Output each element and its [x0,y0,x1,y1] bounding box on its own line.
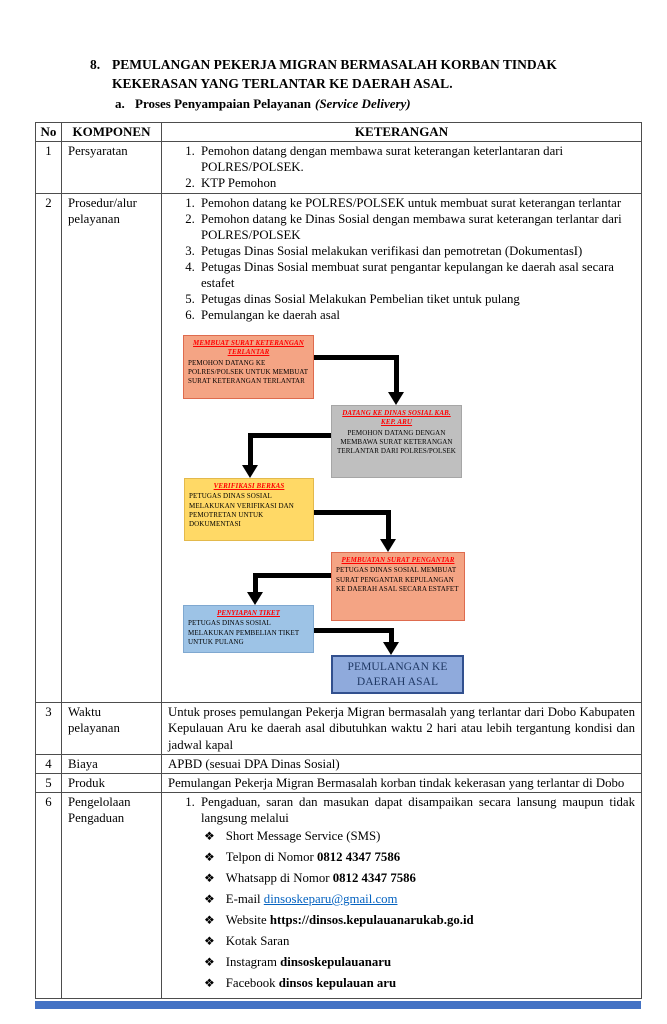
komponen-cell: Waktu pelayanan [62,703,162,754]
table-row-pengaduan [36,792,642,998]
footer-accent-bar [35,1001,641,1009]
channel-label: Website [225,913,270,928]
row-number: 3 [36,703,62,754]
komponen-cell: Pengelolaan Pengaduan [62,792,162,998]
flow-arrow-5-vseg [389,628,394,643]
email-link[interactable]: dinsoskeparu@gmail.com [263,892,398,907]
komponen-cell: Produk [62,773,162,792]
table-row-waktu [36,703,642,754]
table-row-produk [36,773,642,792]
flow-arrow-2-hseg [248,433,331,438]
pengaduan-intro: 1. Pengaduan, saran dan masukan dapat disampaikan secara lansung maupun tidak langsung melalui [198,794,635,826]
channel-value: 0812 4347 7586 [316,850,401,865]
channel-item [204,850,635,866]
flow-box-body: PETUGAS DINAS SOSIAL MELAKUKAN VERIFIKASI DAN PEMOTRETAN UNTUK DOKUMENTASI [189,492,294,529]
komponen-cell: Persyaratan [62,142,162,193]
flow-box-datang-ke-dinas-sosial [331,405,462,478]
channel-label: Kotak Saran [225,934,290,949]
service-table [35,122,642,999]
list-item: 3. Petugas Dinas Sosial melakukan verifikasi dan pemotretan (DokumentasI) [198,243,635,259]
flow-box-pemulangan-ke-daerah-asal [331,655,464,694]
komponen-cell: Prosedur/alur pelayanan [62,193,162,703]
flow-box-body: PETUGAS DINAS SOSIAL MEMBUAT SURAT PENGANTAR KEPULANGAN KE DAERAH ASAL SECARA ESTAFET [336,566,459,593]
channel-item [204,934,635,950]
heading-number: 8. [90,57,101,72]
keterangan-cell [162,142,642,193]
flow-box-membuat-surat-keterangan [183,335,314,399]
header-no: No [36,122,62,141]
flow-arrow-4-head-icon [247,592,263,605]
row-number: 4 [36,754,62,773]
list-item: 4. Petugas Dinas Sosial membuat surat pengantar kepulangan ke daerah asal secara estafet [198,259,635,291]
flow-box-title: MEMBUAT SURAT KETERANGAN TERLANTAR [193,339,304,357]
diamond-bullet-icon: ❖ [204,934,215,949]
flow-box-title: DATANG KE DINAS SOSIAL KAB. KEP. ARU [342,409,451,427]
row-number: 6 [36,792,62,998]
diamond-bullet-icon: ❖ [204,892,215,907]
diamond-bullet-icon: ❖ [204,871,215,886]
flow-box-verifikasi-berkas [184,478,314,541]
table-row-persyaratan [36,142,642,193]
channel-label: Short Message Service (SMS) [225,829,381,844]
document-heading [90,56,647,93]
list-item: 6. Pemulangan ke daerah asal [198,307,635,323]
table-row-prosedur [36,193,642,703]
list-item: 1. Pemohon datang dengan membawa surat keterangan keterlantaran dari POLRES/POLSEK. [198,143,635,175]
row-number: 1 [36,142,62,193]
flow-box-body: PEMULANGAN KE DAERAH ASAL [347,661,448,689]
flow-box-body: PEMOHON DATANG KE POLRES/POLSEK UNTUK MEMBUAT SURAT KETERANGAN TERLANTAR [188,358,309,386]
channel-label: Facebook [225,976,279,991]
pengaduan-intro-list [168,794,635,826]
channel-value: dinsos kepulauan aru [278,976,397,991]
keterangan-cell: Untuk proses pemulangan Pekerja Migran bermasalah yang terlantar dari Dobo Kabupaten Kepulauan Aru ke daerah asal dibutuhkan waktu 2 hari atau lebih tergantung kondisi dan jadwal kapal [162,703,642,754]
flow-arrow-4-hseg [253,573,331,578]
channel-item [204,913,635,929]
flow-arrow-4-vseg [253,573,258,593]
keterangan-cell [162,792,642,998]
keterangan-cell: APBD (sesuai DPA Dinas Sosial) [162,754,642,773]
flow-box-title: PEMBUATAN SURAT PENGANTAR [341,556,455,565]
diamond-bullet-icon: ❖ [204,850,215,865]
subheading-italic: (Service Delivery) [315,96,411,112]
prosedur-list [168,195,635,324]
channel-item [204,976,635,992]
flow-box-title: PENYIAPAN TIKET [216,609,280,618]
header-keterangan: KETERANGAN [162,122,642,141]
document-subheading [115,95,647,113]
table-header-row [36,122,642,141]
persyaratan-list [168,143,635,191]
list-item: 5. Petugas dinas Sosial Melakukan Pembelian tiket untuk pulang [198,291,635,307]
flow-box-pembuatan-surat-pengantar [331,552,465,621]
flow-box-penyiapan-tiket [183,605,314,653]
channel-item [204,892,635,908]
service-flowchart [168,327,635,699]
channel-label: Instagram [225,955,281,970]
subheading-letter: a. [115,96,125,112]
flow-box-body: PETUGAS DINAS SOSIAL MELAKUKAN PEMBELIAN TIKET UNTUK PULANG [188,619,300,646]
flow-arrow-1-vseg [394,355,399,393]
keterangan-cell: Pemulangan Pekerja Migran Bermasalah korban tindak kekerasan yang terlantar di Dobo [162,773,642,792]
channel-label: Telpon di Nomor [225,850,317,865]
flow-arrow-5-hseg [314,628,394,633]
channel-item [204,829,635,845]
komponen-cell: Biaya [62,754,162,773]
row-number: 2 [36,193,62,703]
keterangan-cell [162,193,642,703]
flow-arrow-3-head-icon [380,539,396,552]
diamond-bullet-icon: ❖ [204,976,215,991]
channel-value: 0812 4347 7586 [332,871,416,886]
diamond-bullet-icon: ❖ [204,955,215,970]
flow-arrow-3-vseg [386,510,391,540]
pengaduan-channel-list [168,829,635,992]
flow-arrow-2-vseg [248,433,253,466]
channel-value: dinsoskepulauanaru [280,955,392,970]
flow-arrow-1-hseg [314,355,399,360]
diamond-bullet-icon: ❖ [204,829,215,844]
list-item: 1. Pemohon datang ke POLRES/POLSEK untuk membuat surat keterangan terlantar [198,195,635,211]
list-item: 2. KTP Pemohon [198,175,635,191]
header-komponen: KOMPONEN [62,122,162,141]
channel-label: E-mail [225,892,264,907]
flow-box-title: VERIFIKASI BERKAS [213,482,285,491]
channel-item [204,871,635,887]
subheading-text: Proses Penyampaian Pelayanan [135,96,311,112]
channel-value: https://dinsos.kepulauanarukab.go.id [269,913,474,928]
flow-arrow-2-head-icon [242,465,258,478]
flow-arrow-5-head-icon [383,642,399,655]
list-item: 2. Pemohon datang ke Dinas Sosial dengan membawa surat keterangan terlantar dari POLRES/POLSEK [198,211,635,243]
table-row-biaya [36,754,642,773]
heading-text: PEMULANGAN PEKERJA MIGRAN BERMASALAH KORBAN TINDAK KEKERASAN YANG TERLANTAR KE DAERAH ASAL. [112,57,557,91]
flow-box-body: PEMOHON DATANG DENGAN MEMBAWA SURAT KETERANGAN TERLANTAR DARI POLRES/POLSEK [337,428,456,456]
flow-arrow-3-hseg [314,510,391,515]
flow-arrow-1-head-icon [388,392,404,405]
channel-label: Whatsapp di Nomor [225,871,333,886]
channel-item [204,955,635,971]
diamond-bullet-icon: ❖ [204,913,215,928]
row-number: 5 [36,773,62,792]
